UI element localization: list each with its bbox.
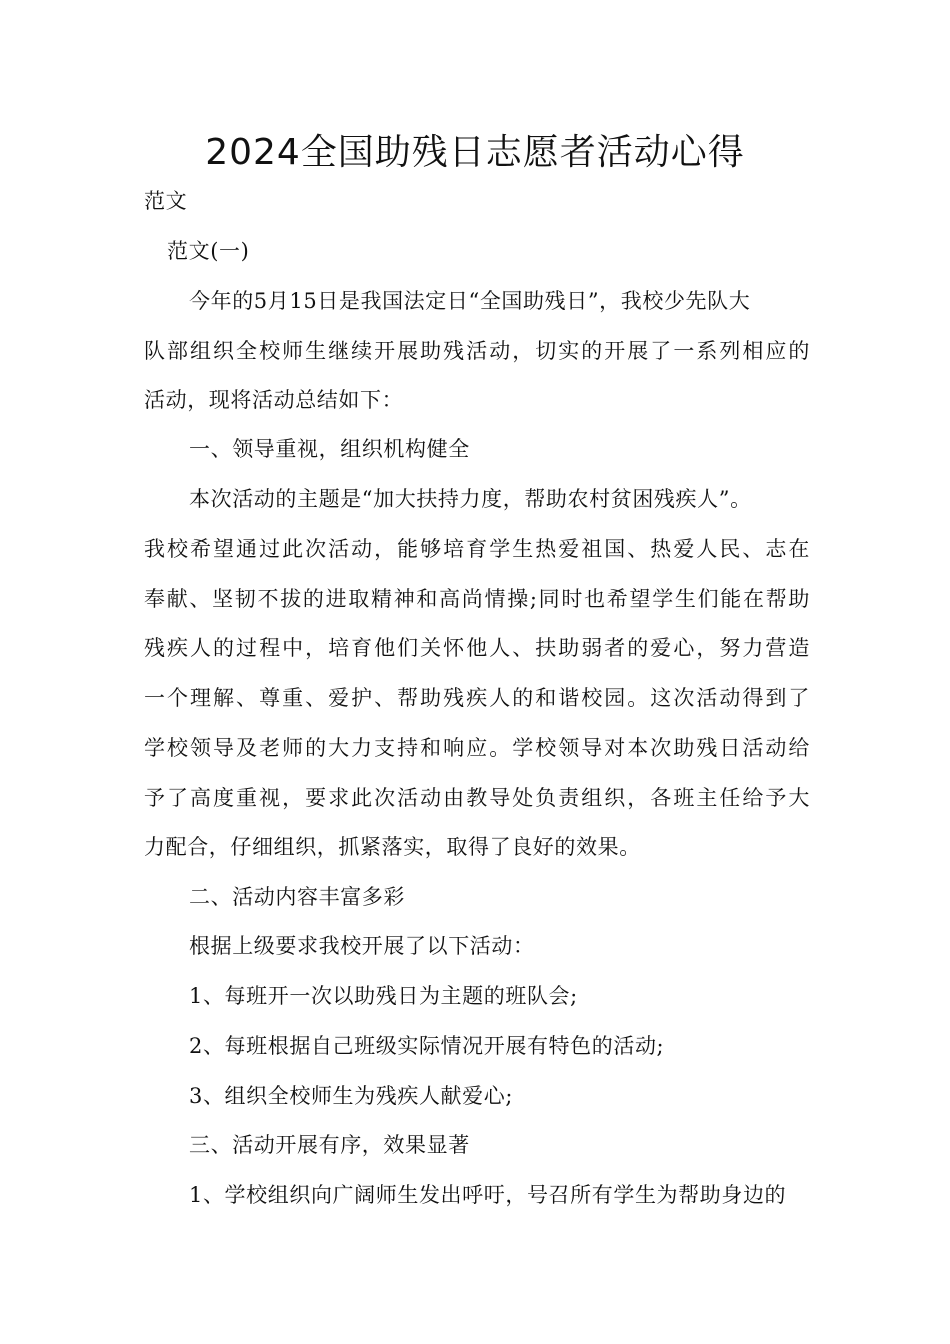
paragraph-line: 根据上级要求我校开展了以下活动： bbox=[189, 934, 535, 958]
document-title: 2024全国助残日志愿者活动心得 bbox=[205, 132, 745, 173]
list-item: 1、每班开一次以助残日为主题的班队会; bbox=[189, 984, 578, 1008]
paragraph-line: 残疾人的过程中，培育他们关怀他人、扶助弱者的爱心，努力营造 bbox=[144, 636, 810, 660]
section-label: 范文 bbox=[144, 189, 188, 213]
paragraph-line: 学校领导及老师的大力支持和响应。学校领导对本次助残日活动给 bbox=[144, 736, 810, 760]
paragraph-line: 一个理解、尊重、爱护、帮助残疾人的和谐校园。这次活动得到了 bbox=[144, 686, 810, 710]
heading-line: 二、活动内容丰富多彩 bbox=[189, 885, 405, 909]
list-item: 1、学校组织向广阔师生发出呼吁，号召所有学生为帮助身边的 bbox=[189, 1183, 787, 1207]
heading-line: 一、领导重视，组织机构健全 bbox=[189, 437, 470, 461]
paragraph-line: 予了高度重视，要求此次活动由教导处负责组织，各班主任给予大 bbox=[144, 786, 810, 810]
subsection-label: 范文(一) bbox=[167, 239, 250, 263]
heading-line: 三、活动开展有序，效果显著 bbox=[189, 1133, 470, 1157]
list-item: 2、每班根据自己班级实际情况开展有特色的活动; bbox=[189, 1034, 665, 1058]
paragraph-line: 队部组织全校师生继续开展助残活动，切实的开展了一系列相应的 bbox=[144, 339, 810, 363]
list-item: 3、组织全校师生为残疾人献爱心; bbox=[189, 1084, 514, 1108]
paragraph-line: 本次活动的主题是“加大扶持力度，帮助农村贫困残疾人”。 bbox=[189, 487, 752, 511]
paragraph-line: 力配合，仔细组织，抓紧落实，取得了良好的效果。 bbox=[144, 835, 641, 859]
paragraph-line: 今年的5月15日是我国法定日“全国助残日”，我校少先队大 bbox=[189, 289, 751, 313]
paragraph-line: 活动，现将活动总结如下： bbox=[144, 388, 404, 412]
paragraph-line: 奉献、坚韧不拔的进取精神和高尚情操;同时也希望学生们能在帮助 bbox=[144, 587, 810, 611]
paragraph-line: 我校希望通过此次活动，能够培育学生热爱祖国、热爱人民、志在 bbox=[144, 537, 810, 561]
